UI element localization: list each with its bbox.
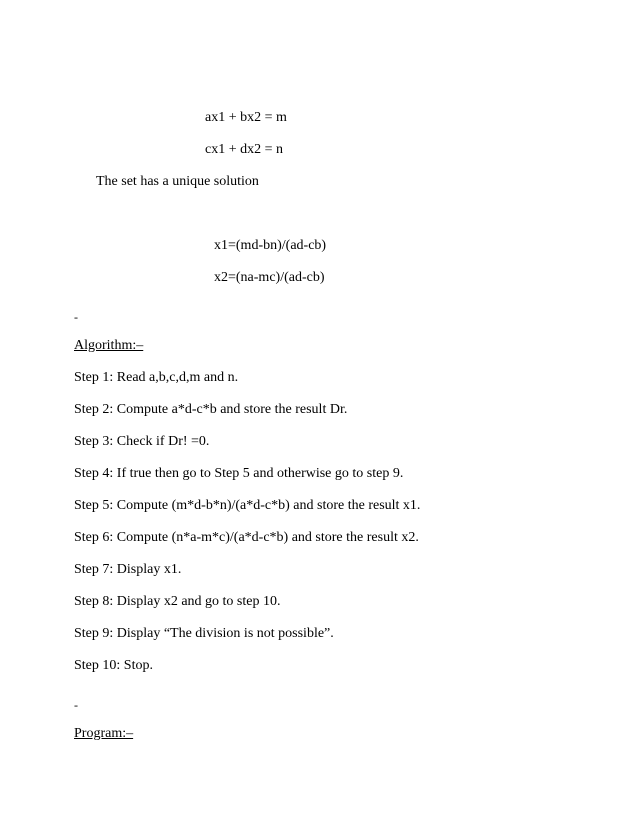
algorithm-step: Step 10: Stop. xyxy=(74,658,153,673)
algorithm-step: Step 1: Read a,b,c,d,m and n. xyxy=(74,370,239,385)
equation-1: ax1 + bx2 = m xyxy=(205,110,287,125)
algorithm-step: Step 7: Display x1. xyxy=(74,562,182,577)
algorithm-step: Step 2: Compute a*d-c*b and store the result Dr. xyxy=(74,402,348,417)
separator-mark: - xyxy=(74,698,78,712)
algorithm-step: Step 5: Compute (m*d-b*n)/(a*d-c*b) and store the result x1. xyxy=(74,498,421,513)
separator-mark: - xyxy=(74,310,78,324)
algorithm-step: Step 9: Display “The division is not possible”. xyxy=(74,626,334,641)
solution-x2: x2=(na-mc)/(ad-cb) xyxy=(214,270,325,285)
algorithm-step: Step 6: Compute (n*a-m*c)/(a*d-c*b) and store the result x2. xyxy=(74,530,419,545)
algorithm-heading: Algorithm:– xyxy=(74,338,144,353)
solution-x1: x1=(md-bn)/(ad-cb) xyxy=(214,238,327,253)
equation-2: cx1 + dx2 = n xyxy=(205,142,284,157)
algorithm-step: Step 8: Display x2 and go to step 10. xyxy=(74,594,281,609)
algorithm-step: Step 3: Check if Dr! =0. xyxy=(74,434,210,449)
algorithm-step: Step 4: If true then go to Step 5 and otherwise go to step 9. xyxy=(74,466,404,481)
unique-solution-text: The set has a unique solution xyxy=(96,174,259,189)
program-heading: Program:– xyxy=(74,726,134,741)
